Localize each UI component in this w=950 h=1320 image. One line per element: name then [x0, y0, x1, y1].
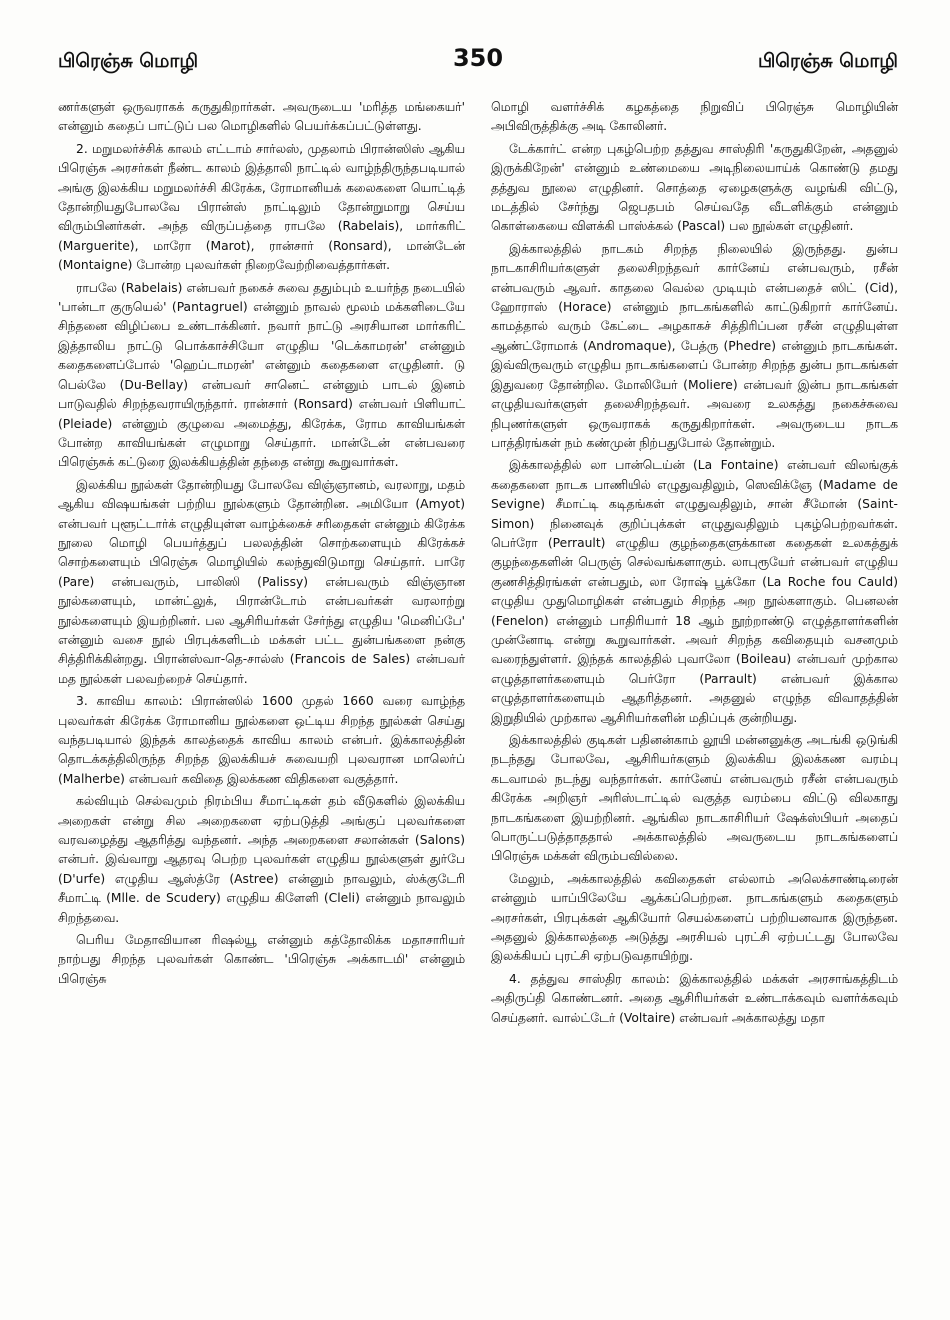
paragraph: இலக்கிய நூல்கள் தோன்றியது போலவே விஞ்ஞானம், வரலாறு, மதம் ஆகிய விஷயங்கள் பற்றிய நூல்களும் தோன்றின. அமியோ (Amyot) என்பவர் புளூட்டார்க் எழுதியுள்ள வாழ்க்கைச் சரிதைகள் என்னும் கிரேக்க நூலை மொழி பெயர்த்துப் பலலத்தின் சொற்களையும் கிரேக்கச் சொற்களையும் பிரெஞ்சு மொழியில் கலந்துவிடுமாறு செய்தார். பாரே (Pare) என்பவரும், பாலிஸி (Palissy) என்பவரும் விஞ்ஞான நூல்களையும், மான்ட்லுக், பிரான்டோம் என்பவர்கள் வரலாற்று நூல்களையும் இயற்றினர். பல ஆசிரியர்கள் சேர்ந்து எழுதிய 'மெனிப்பே' என்னும் வசை நூல் பிரபுக்களிடம் மக்கள் பட்ட துன்பங்களை நன்கு சித்திரிக்கின்றது. பிரான்ஸ்வா-தெ-சால்ஸ் (Francois de Sales) என்பவர் மத நூல்கள் பலவற்றைச் செய்தார். [58, 477, 465, 686]
page-header [58, 44, 898, 84]
left-column [58, 98, 465, 1031]
paragraph: 4. தத்துவ சாஸ்திர காலம்: இக்காலத்தில் மக்கள் அரசாங்கத்திடம் அதிருப்தி கொண்டனர். அதை ஆசிரியர்கள் உண்டாக்கவும் வளர்க்கவும் செய்தனர். வால்ட்டேர் (Voltaire) என்பவர் அக்காலத்து மதா [491, 971, 898, 1025]
running-title-right: பிரெஞ்சு மொழி [757, 50, 898, 72]
paragraph: கல்வியும் செல்வமும் நிரம்பிய சீமாட்டிகள் தம் வீடுகளில் இலக்கிய அறைகள் என்று சில அறைகளை ஏற்படுத்தி அங்குப் புலவர்களை வரவழைத்து ஆதரித்து வந்தனர். அந்த அறைகளை சலான்கள் (Salons) என்பர். இவ்வாறு ஆதரவு பெற்ற புலவர்கள் எழுதிய நூல்களுள் துர்பே (D'urfe) எழுதிய ஆஸ்த்ரே (Astree) என்னும் நாவலும், ஸ்க்குடேரி சீமாட்டி (Mlle. de Scudery) எழுதிய கிளேளி (Cleli) என்னும் நாவலும் சிறந்தவை. [58, 794, 465, 925]
paragraph: இக்காலத்தில் குடிகள் பதினன்காம் லூயி மன்னனுக்கு அடங்கி ஒடுங்கி நடந்தது போலவே, ஆசிரியர்களும் இலக்கிய இலக்கண வரம்பு கடவாமல் நடந்து வந்தார்கள். கார்னேய் என்பவரும் ரசீன் என்பவரும் கிரேக்க அறிஞர் அரிஸ்டாட்டில் வகுத்த வரம்பை விட்டு விலகாது நாடகங்களை இயற்றினர். ஆங்கில நாடகாசிரியர் ஷேக்ஸ்பியர் அதைப் பொருட்படுத்தாததால் அக்காலத்தில் அவருடைய நாடகங்களைப் பிரெஞ்சு மக்கள் விரும்பவில்லை. [491, 733, 898, 864]
running-title-left: பிரெஞ்சு மொழி [58, 50, 199, 72]
paragraph: மொழி வளர்ச்சிக் கழகத்தை நிறுவிப் பிரெஞ்சு மொழியின் அபிவிருத்திக்கு அடி கோலினர். [491, 100, 898, 134]
text-columns [58, 98, 898, 1031]
paragraph: 3. காவிய காலம்: பிரான்ஸில் 1600 முதல் 1660 வரை வாழ்ந்த புலவர்கள் கிரேக்க ரோமானிய நூல்களை ஒட்டிய சிறந்த நூல்கள் செய்து வந்தபடியால் இந்தக் காலத்தைக் காவிய காலம் என்பர். இக்காலத்தின் தொடக்கத்திலிருந்த சிறந்த இலக்கியச் சுவையறி புலவரான மாலெர்ப் (Malherbe) என்பவர் கவிதை இலக்கண விதிகளை வகுத்தார். [58, 694, 465, 786]
paragraph: 2. மறுமலர்ச்சிக் காலம் எட்டாம் சார்லஸ், முதலாம் பிரான்ஸிஸ் ஆகிய பிரெஞ்சு அரசர்கள் நீண்ட காலம் இத்தாலி நாட்டில் வாழ்ந்திருந்தபடியால் அங்கு இலக்கிய மறுமலர்ச்சி கிரேக்க, ரோமானியக் கலைகளை யொட்டித் தோன்றியதுபோலவே பிரான்ஸ் நாட்டிலும் தோன்றுமாறு செய்ய விரும்பினர்கள். அந்த விருப்பத்தை ராபலே (Rabelais), மார்கரிட் (Marguerite), மாரோ (Marot), ரான்சார் (Ronsard), மான்டேன் (Montaigne) போன்ற புலவர்கள் நிறைவேற்றிவைத்தார்கள். [58, 141, 465, 273]
paragraph: ராபலே (Rabelais) என்பவர் நகைச் சுவை ததும்பும் உயர்ந்த நடையில் 'பான்டா குருயெல்' (Pantagruel) என்னும் நாவல் மூலம் மக்களிடையே சிந்தனை விழிப்பை உண்டாக்கினர். நவார் நாட்டு அரசியான மார்கரிட் இத்தாலிய நாட்டு பொக்காச்சியோ எழுதிய 'டெக்காமரன்' என்னும் கதைகளைப்போல் 'ஹெப்டாமரன்' என்னும் கதைகளை எழுதினர். டு பெல்லே (Du-Bellay) என்பவர் சானெட் என்னும் பாடல் இனம் பாடுவதில் சிறந்தவராயிருந்தார். ரான்சார் (Ronsard) என்பவர் பிளியாட் (Pleiade) என்னும் குழுவை அமைத்து, கிரேக்க, ரோம காவியங்கள் போன்ற காவியங்கள் எழுமாறு செய்தார். மான்டேன் என்பவரை பிரெஞ்சுக் கட்டுரை இலக்கியத்தின் தந்தை என்று கூறுவார்கள். [58, 280, 465, 470]
page-number: 350 [452, 44, 504, 72]
paragraph: பெரிய மேதாவியான ரிஷல்யூ என்னும் கத்தோலிக்க மதாசாரியர் நாற்பது சிறந்த புலவர்கள் கொண்ட 'பிரெஞ்சு அக்காடமி' என்னும் பிரெஞ்சு [58, 933, 465, 986]
right-column [491, 98, 898, 1031]
paragraph: இக்காலத்தில் லா பான்டெய்ன் (La Fontaine) என்பவர் விலங்குக் கதைகளை நாடக பாணியில் எழுதுவதிலும், ஸெவிக்ஞே (Madame de Sevigne) சீமாட்டி கடிதங்கள் எழுதுவதிலும், சான் சீமோன் (Saint-Simon) நினைவுக் குறிப்புக்கள் எழுதுவதிலும் புகழ்பெற்றவர்கள். பெர்ரோ (Perrault) எழுதிய குழந்தைகளுக்கான கதைகள் உலகத்துக் குழந்தைகளின் பெருஞ் செல்வங்களாகும். லாபுரூயேர் என்பவர் எழுதிய குணசித்திரங்கள் என்பதும், லா ரோஷ் பூக்கோ (La Roche fou Cauld) எழுதிய முதுமொழிகள் என்பதும் சிறந்த அற நூல்களாகும். பெனலன் (Fenelon) என்னும் பாதிரியார் 18 ஆம் நூற்றாண்டு எழுத்தாளர்களின் முன்னோடி என்று கூறுவார்கள். அவர் சிறந்த கவிதையும் வசனமும் வரைந்துள்ளர். இந்தக் காலத்தில் புவாலோ (Boileau) என்பவர் முற்கால எழுத்தாளர்களையும் பெர்ரோ (Parrault) என்பவர் இக்கால எழுத்தாளர்களையும் ஆதரித்தனர். அதனுல் எழுந்த விவாதத்தின் இறுதியில் முற்கால ஆசிரியர்களின் மதிப்புக் குன்றியது. [491, 458, 898, 725]
paragraph: ணர்களுள் ஒருவராகக் கருதுகிறார்கள். அவருடைய 'மரித்த மங்கையர்' என்னும் கதைப் பாட்டுப் பல மொழிகளில் பெயர்க்கப்பட்டுள்ளது. [58, 100, 465, 134]
paragraph: இக்காலத்தில் நாடகம் சிறந்த நிலையில் இருந்தது. துன்ப நாடகாசிரியர்களுள் தலைசிறந்தவர் கார்னேய் என்பவரும், ரசீன் என்பவரும் ஆவர். காதலை வெல்ல முடியும் என்பதைச் ஸிட் (Cid), ஹோராஸ் (Horace) என்னும் நாடகங்களில் காட்டுகிறார் கார்னேய். காமத்தால் வரும் கேட்டை அழகாகச் சித்திரிப்பன ரசீன் எழுதியுள்ள ஆண்ட்ரோமாக் (Andromaque), பேத்ரு (Phedre) என்னும் நாடகங்கள். இவ்விருவரும் எழுதிய நாடகங்களைப் போன்ற சிறந்த துன்ப நாடகங்கள் இதுவரை தோன்றில. மோலியேர் (Moliere) என்பவர் இன்ப நாடகங்கள் எழுதியவர்களுள் தலைசிறந்தவர். அவரை உலகத்து நகைச்சுவை நிபுணர்களுள் ஒருவராகக் கருதுகிறார்கள். அவருடைய நாடக பாத்திரங்கள் நம் கண்முன் நிற்பதுபோல் தோன்றும். [491, 241, 898, 450]
paragraph: மேலும், அக்காலத்தில் கவிதைகள் எல்லாம் அலெக்சாண்டிரைன் என்னும் யாப்பிலேயே ஆக்கப்பெற்றன. நாடகங்களும் கதைகளும் அரசர்கள், பிரபுக்கள் ஆகியோர் செயல்களைப் பற்றியனவாக இருந்தன. அதனுல் இக்காலத்தை அடுத்து அரசியல் புரட்சி ஏற்பட்டது போலவே இலக்கியப் புரட்சி ஏற்படுவதாயிற்று. [491, 871, 898, 964]
paragraph: டேக்கார்ட் என்ற புகழ்பெற்ற தத்துவ சாஸ்திரி 'கருதுகிறேன், அதனுல் இருக்கிறேன்' என்னும் உண்மையை அடிநிலையாய்க் கொண்டு தமது தத்துவ நூலை எழுதினர். சொத்தை ஏழைகளுக்கு வழங்கி விட்டு, மடத்தில் சேர்ந்து ஜெபதபம் செய்வதே வீடளிக்கும் என்னும் கொள்கையை விளக்கி பாஸ்க்கல் (Pascal) பல நூல்கள் எழுதினர். [491, 141, 898, 234]
